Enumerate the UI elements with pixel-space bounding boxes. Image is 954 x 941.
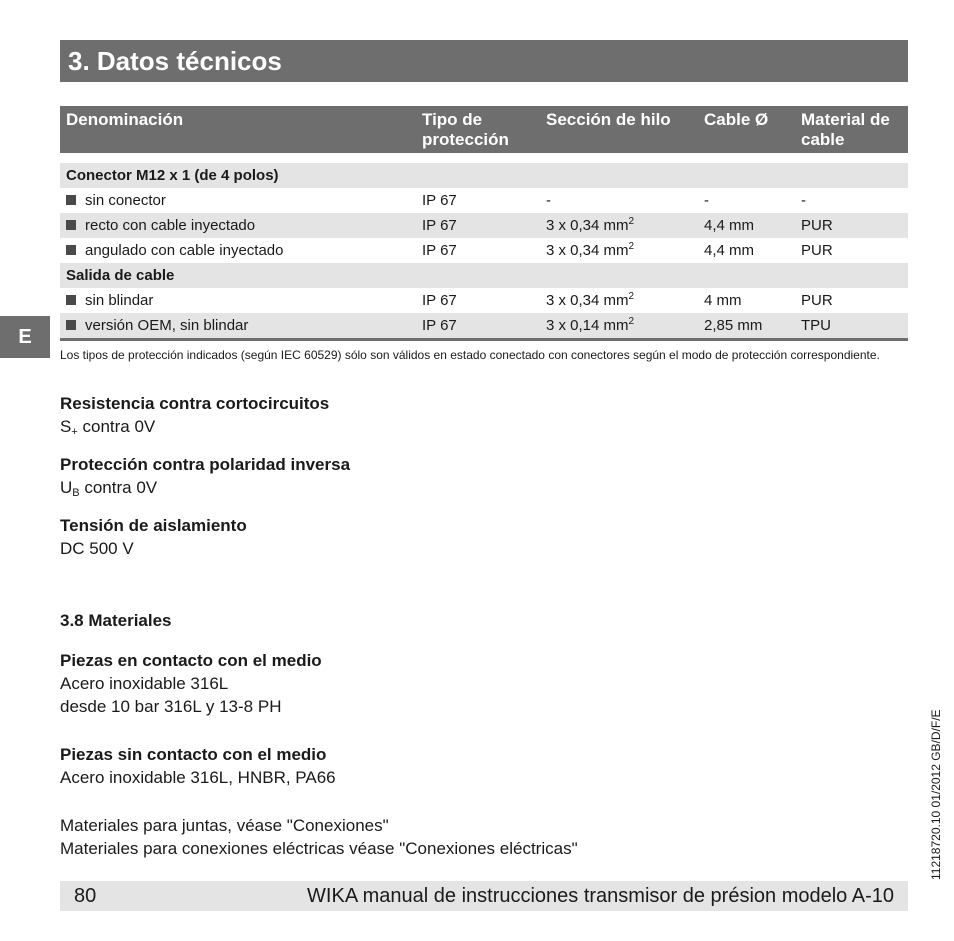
header-tipo-proteccion: Tipo de protección [416,106,540,153]
section-heading: Tensión de aislamiento [60,516,247,535]
row-material: - [801,192,806,209]
header-cable-diameter: Cable Ø [698,106,795,153]
row-name: versión OEM, sin blindar [85,317,249,334]
row-name: recto con cable inyectado [85,217,256,234]
row-wire-sup: 2 [628,241,635,252]
wetted-parts-section [60,649,322,718]
materials-notes [60,814,578,860]
square-bullet-icon [66,295,76,305]
row-wire-cell [540,238,698,263]
note-line: Materiales para conexiones eléctricas véase "Conexiones eléctricas" [60,839,578,858]
insulation-section [60,514,247,560]
header-material-cable: Material de cable [795,106,908,153]
row-name: sin conector [85,192,166,209]
language-tab-marker: E [0,316,50,358]
row-wire-cell [540,188,698,213]
square-bullet-icon [66,320,76,330]
section-value [60,476,350,499]
row-material: PUR [795,213,908,238]
page-title: 3. Datos técnicos [60,40,908,82]
section-line: Acero inoxidable 316L, HNBR, PA66 [60,768,336,787]
note-line: Materiales para juntas, véase "Conexiones" [60,816,389,835]
row-cable: - [704,192,709,209]
row-name: angulado con cable inyectado [85,242,284,259]
row-wire-cell [540,213,698,238]
symbol-subscript: B [72,487,80,499]
row-cable: 4,4 mm [704,242,755,259]
footer-title: WIKA manual de instrucciones transmisor de présion modelo A-10 [307,885,894,907]
short-circuit-section [60,392,329,438]
non-wetted-parts-section [60,743,336,789]
technical-data-table [60,106,908,341]
page-footer [60,881,908,911]
section-value [60,415,329,438]
symbol: S [60,417,72,436]
table-group-row [60,163,908,188]
row-protection: IP 67 [416,313,540,340]
section-line: Acero inoxidable 316L [60,674,229,693]
row-wire-cell [540,288,698,313]
materials-heading: 3.8 Materiales [60,611,172,630]
table-row [60,238,908,263]
row-wire: 3 x 0,14 mm [546,317,629,334]
section-line: desde 10 bar 316L y 13-8 PH [60,697,282,716]
table-group-row [60,263,908,288]
section-heading: Protección contra polaridad inversa [60,455,351,474]
row-name-cell [60,288,416,313]
group-label: Salida de cable [60,263,908,288]
header-seccion-hilo: Sección de hilo [540,106,698,153]
protection-footnote: Los tipos de protección indicados (según IEC 60529) sólo son válidos en estado conectado con conectores según el modo de protección correspondiente. [60,348,880,362]
table-row [60,288,908,313]
page-number: 80 [74,885,97,907]
row-protection: IP 67 [416,213,540,238]
group-label: Conector M12 x 1 (de 4 polos) [60,163,908,188]
value-text: contra 0V [77,417,156,436]
row-wire: 3 x 0,34 mm [546,217,629,234]
row-protection: IP 67 [422,192,457,209]
section-value: DC 500 V [60,539,134,558]
row-wire-cell [540,313,698,340]
row-name-cell [60,188,416,213]
value-text: contra 0V [79,478,158,497]
row-wire: 3 x 0,34 mm [546,242,629,259]
row-cable: 4 mm [704,292,742,309]
row-wire-sup: 2 [628,291,635,302]
square-bullet-icon [66,220,76,230]
symbol-subscript: + [71,426,78,438]
row-material: PUR [801,292,833,309]
header-denominacion: Denominación [60,106,416,153]
row-material: PUR [801,242,833,259]
row-material: TPU [795,313,908,340]
table-row [60,213,908,238]
row-cable: 2,85 mm [698,313,795,340]
row-protection: IP 67 [422,242,457,259]
section-heading: Piezas sin contacto con el medio [60,745,327,764]
table-spacer [60,153,908,163]
table-row [60,188,908,213]
reverse-polarity-section [60,453,350,499]
row-wire-sup: 2 [628,316,635,327]
section-heading: Piezas en contacto con el medio [60,651,322,670]
row-name: sin blindar [85,292,154,309]
row-protection: IP 67 [422,292,457,309]
table-row [60,313,908,340]
row-wire-sup: 2 [628,216,635,227]
row-wire: - [546,192,551,209]
table-header-row [60,106,908,153]
row-cable: 4,4 mm [698,213,795,238]
document-code: 11218720.10 01/2012 GB/D/F/E [929,709,943,880]
row-name-cell [60,313,416,340]
square-bullet-icon [66,195,76,205]
row-name-cell [60,238,416,263]
row-wire: 3 x 0,34 mm [546,292,629,309]
square-bullet-icon [66,245,76,255]
symbol: U [60,478,73,497]
section-heading: Resistencia contra cortocircuitos [60,394,330,413]
row-name-cell [60,213,416,238]
